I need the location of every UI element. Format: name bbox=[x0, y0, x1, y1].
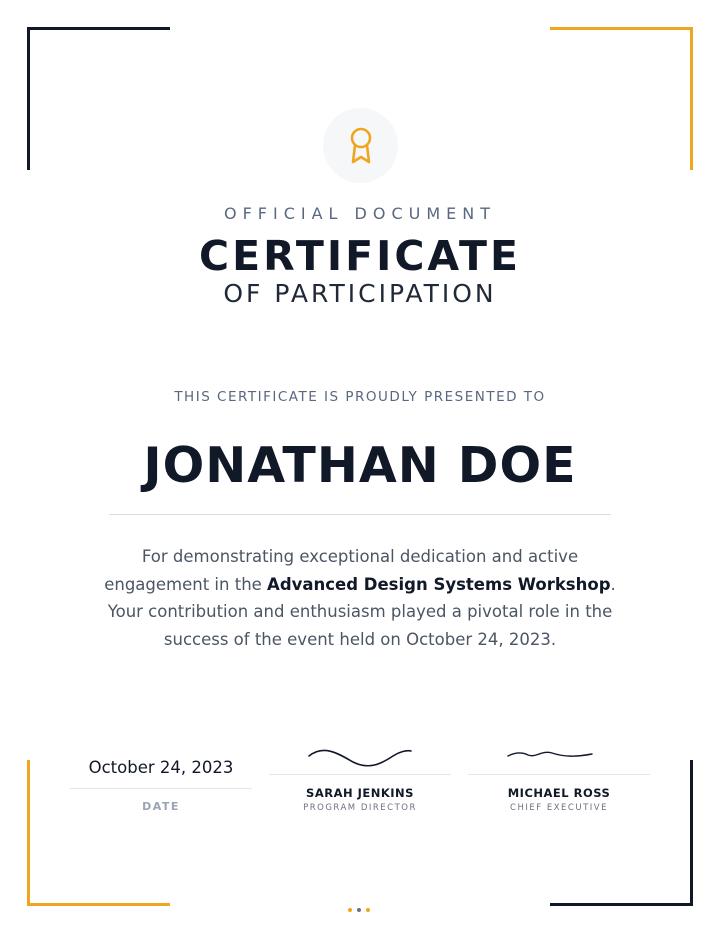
signature-scribble bbox=[269, 744, 451, 772]
dot-dark bbox=[357, 908, 361, 912]
date-value: October 24, 2023 bbox=[88, 758, 234, 777]
corner-frame-top-left bbox=[27, 27, 170, 170]
description-text-before: For demonstrating exceptional dedication and active engagement in the bbox=[104, 547, 579, 594]
presented-to-label: THIS CERTIFICATE IS PROUDLY PRESENTED TO bbox=[174, 389, 546, 405]
date-label: DATE bbox=[142, 800, 180, 813]
award-ribbon-icon bbox=[347, 126, 375, 166]
corner-frame-top-right bbox=[550, 27, 693, 170]
date-divider bbox=[70, 788, 252, 789]
recipient-name: JONATHAN DOE bbox=[143, 437, 577, 494]
certificate-description bbox=[100, 543, 620, 653]
signer-name: SARAH JENKINS bbox=[306, 786, 414, 800]
corner-frame-bottom-right bbox=[550, 760, 693, 906]
signature-scribble bbox=[468, 744, 650, 772]
document-eyebrow: OFFICIAL DOCUMENT bbox=[223, 204, 496, 223]
dot-accent bbox=[348, 908, 352, 912]
signer-role: CHIEF EXECUTIVE bbox=[510, 803, 608, 813]
signature-line bbox=[269, 774, 451, 775]
corner-frame-bottom-left bbox=[27, 760, 170, 906]
name-divider bbox=[109, 514, 611, 515]
signer-role: PROGRAM DIRECTOR bbox=[303, 803, 417, 813]
certificate-subtitle: OF PARTICIPATION bbox=[223, 279, 497, 308]
description-text-after: . Your contribution and enthusiasm played a pivotal role in the success of the event held on October 24, 2023. bbox=[107, 574, 616, 649]
signer-name: MICHAEL ROSS bbox=[507, 786, 611, 800]
decorative-dots bbox=[348, 908, 370, 912]
certificate-title: CERTIFICATE bbox=[199, 232, 521, 280]
dot-accent bbox=[366, 908, 370, 912]
signature-line bbox=[468, 774, 650, 775]
workshop-name: Advanced Design Systems Workshop bbox=[267, 574, 611, 594]
seal-badge bbox=[323, 108, 398, 183]
